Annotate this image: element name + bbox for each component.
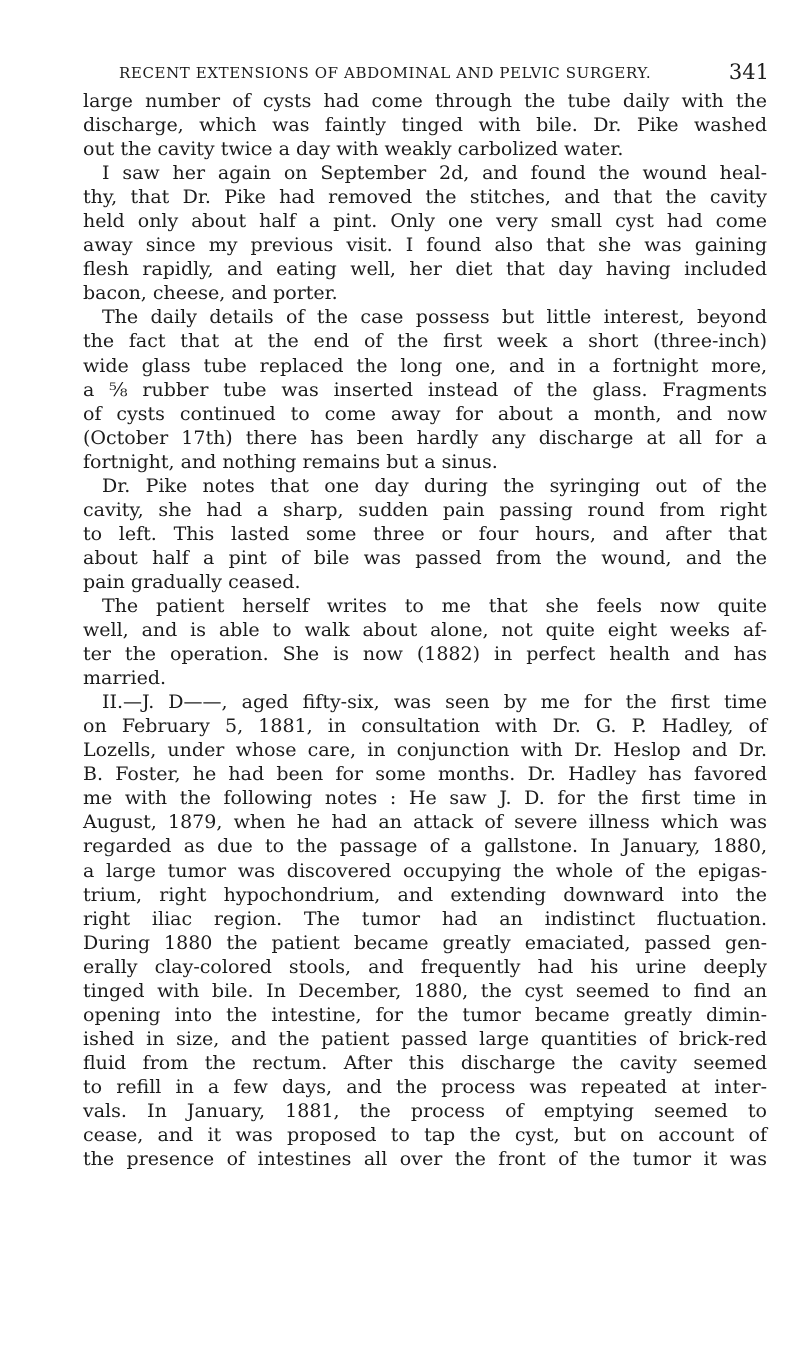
text-line: The daily details of the case possess but little interest, beyond xyxy=(102,306,767,329)
text-line: the presence of intestines all over the front of the tumor it was xyxy=(83,1148,767,1171)
text-line: large number of cysts had come through the tube daily with the xyxy=(83,90,767,112)
text-line: During 1880 the patient became greatly emaciated, passed gen- xyxy=(83,931,767,954)
text-line: out the cavity twice a day with weakly carbolized water. xyxy=(83,138,624,161)
text-line: (October 17th) there has been hardly any discharge at all for a xyxy=(83,426,767,449)
text-line: bacon, cheese, and porter. xyxy=(83,282,338,305)
page-number: 341 xyxy=(728,60,769,84)
text-line: vals. In January, 1881, the process of emptying seemed to xyxy=(83,1099,767,1122)
text-line: ter the operation. She is now (1882) in perfect health and has xyxy=(83,643,767,666)
text-line: Lozells, under whose care, in conjunction with Dr. Heslop and Dr. xyxy=(83,739,767,762)
running-title: RECENT EXTENSIONS OF ABDOMINAL AND PELVIC SURGERY. xyxy=(119,64,652,82)
text-line: of cysts continued to come away for about a month, and now xyxy=(83,402,767,425)
text-line: pain gradually ceased. xyxy=(83,570,301,593)
text-line: away since my previous visit. I found also that she was gaining xyxy=(83,234,767,257)
text-line: discharge, which was faintly tinged with bile. Dr. Pike washed xyxy=(83,114,767,137)
text-line: a ⅝ rubber tube was inserted instead of the glass. Fragments xyxy=(83,378,767,401)
text-line: to refill in a few days, and the process was repeated at inter- xyxy=(83,1075,767,1098)
text-line: flesh rapidly, and eating well, her diet that day having included xyxy=(83,258,767,281)
text-line: thy, that Dr. Pike had removed the stitches, and that the cavity xyxy=(83,186,767,209)
text-line: Dr. Pike notes that one day during the syringing out of the xyxy=(102,474,767,497)
text-line: wide glass tube replaced the long one, and in a fortnight more, xyxy=(83,354,767,377)
text-line: ished in size, and the patient passed large quantities of brick-red xyxy=(83,1027,767,1050)
text-line: trium, right hypochondrium, and extending downward into the xyxy=(83,883,767,906)
body-text xyxy=(83,89,767,1171)
text-line: cavity, she had a sharp, sudden pain passing round from right xyxy=(83,498,767,521)
text-line: me with the following notes : He saw J. D. for the first time in xyxy=(83,787,767,810)
text-line: erally clay-colored stools, and frequently had his urine deeply xyxy=(83,955,767,978)
text-line: cease, and it was proposed to tap the cyst, but on account of xyxy=(83,1124,767,1147)
text-line: regarded as due to the passage of a gallstone. In January, 1880, xyxy=(83,835,767,858)
text-line: tinged with bile. In December, 1880, the cyst seemed to find an xyxy=(83,979,767,1002)
text-line: August, 1879, when he had an attack of severe illness which was xyxy=(83,811,767,834)
text-line: II.—J. D——, aged fifty-six, was seen by me for the first time xyxy=(102,691,767,714)
text-line: on February 5, 1881, in consultation with Dr. G. P. Hadley, of xyxy=(83,715,767,738)
text-line: about half a pint of bile was passed from the wound, and the xyxy=(83,546,767,569)
text-line: I saw her again on September 2d, and found the wound heal- xyxy=(102,162,767,185)
text-line: fortnight, and nothing remains but a sinus. xyxy=(83,450,498,473)
text-line: opening into the intestine, for the tumor became greatly dimin- xyxy=(83,1003,767,1026)
text-line: held only about half a pint. Only one very small cyst had come xyxy=(83,210,767,233)
text-line: the fact that at the end of the first week a short (three-inch) xyxy=(83,330,767,353)
text-line: married. xyxy=(83,667,167,690)
text-line: fluid from the rectum. After this discharge the cavity seemed xyxy=(83,1051,767,1074)
text-line: right iliac region. The tumor had an indistinct fluctuation. xyxy=(83,907,767,930)
text-line: a large tumor was discovered occupying the whole of the epigas- xyxy=(83,859,767,882)
running-head xyxy=(119,60,769,88)
text-line: B. Foster, he had been for some months. Dr. Hadley has favored xyxy=(83,763,767,786)
text-line: to left. This lasted some three or four hours, and after that xyxy=(83,522,767,545)
text-line: The patient herself writes to me that she feels now quite xyxy=(102,594,767,617)
text-line: well, and is able to walk about alone, not quite eight weeks af- xyxy=(83,619,767,642)
